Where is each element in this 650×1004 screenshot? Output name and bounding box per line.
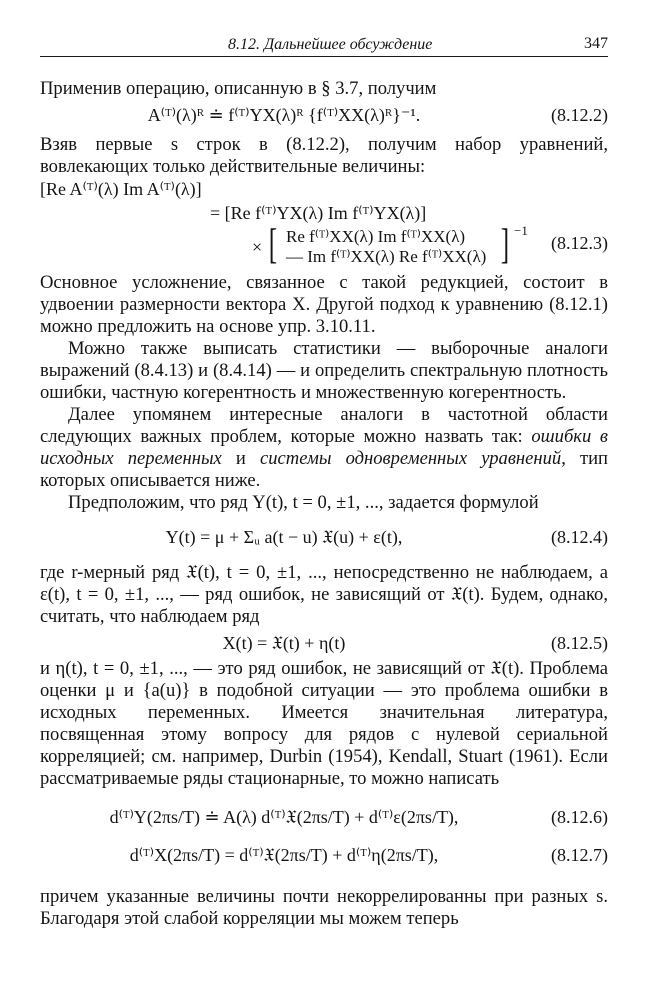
paragraph-5-text: Далее упомянем интересные аналоги в частотной области следующих важных проблем, которые можно назвать так: bbox=[40, 404, 608, 447]
term-simultaneous-equations: системы одновременных уравнений bbox=[259, 448, 562, 469]
matrix-block bbox=[252, 222, 542, 268]
equation-expression: d⁽ᵀ⁾Y(2πs/T) ≐ A(λ) d⁽ᵀ⁾𝔛(2πs/T) + d⁽ᵀ⁾ε(2πs/T), bbox=[109, 807, 459, 827]
right-bracket: ] bbox=[500, 222, 510, 268]
equation-number: (8.12.6) bbox=[551, 807, 608, 827]
equation-number: (8.12.3) bbox=[551, 233, 608, 253]
paragraph-2: Взяв первые s строк в (8.12.2), получим набор уравнений, вовлекающих только действительные величины: bbox=[40, 134, 608, 177]
running-header bbox=[40, 26, 608, 57]
equation-number: (8.12.2) bbox=[551, 105, 608, 125]
paragraph-3: Основное усложнение, связанное с такой редукцией, состоит в удвоении размерности вектора X. Другой подход к уравнению (8.12.1) можно предложить на основе упр. 3.10.11. bbox=[40, 272, 608, 337]
left-bracket: [ bbox=[268, 222, 278, 268]
paragraph-5-tail: , тип которых описывается ниже. bbox=[40, 448, 609, 491]
paragraph-4: Можно также выписать статистики — выборочные аналоги выражений (8.4.13) и (8.4.14) — и определить спектральную плотность ошибки, частную когерентность и множественную когерентность. bbox=[40, 338, 608, 403]
equation-line-2: = [Re f⁽ᵀ⁾YX(λ) Im f⁽ᵀ⁾YX(λ)] bbox=[210, 203, 427, 223]
paragraph-8: и η(t), t = 0, ±1, ..., — это ряд ошибок, не зависящий от 𝔛(t). Проблема оценки μ и {a(u)} в подобной ситуации — это проблема ошибки в исходных переменных. Имеется значительная литература, посвященная этому вопросу для рядов с нулевой сериальной корреляцией; см. например, Durbin (1954), Kendall, Stuart (1961). Если рассматриваемые ряды стационарные, то можно написать bbox=[40, 658, 608, 789]
term-errors-in-variables: ошибки в исходных переменных bbox=[40, 426, 608, 469]
equation-8-12-4 bbox=[40, 514, 608, 562]
paragraph-5-and: и bbox=[221, 448, 260, 469]
equation-8-12-6 bbox=[40, 796, 608, 836]
matrix-row-1: Re f⁽ᵀ⁾XX(λ) Im f⁽ᵀ⁾XX(λ) bbox=[286, 227, 466, 246]
chapter-title: 8.12. Дальнейшее обсуждение bbox=[228, 36, 433, 53]
equation-expression: d⁽ᵀ⁾X(2πs/T) = d⁽ᵀ⁾𝔛(2πs/T) + d⁽ᵀ⁾η(2πs/T), bbox=[129, 845, 439, 865]
inverse-exponent: −1 bbox=[514, 223, 528, 238]
equation-8-12-2 bbox=[40, 100, 608, 130]
equation-expression: X(t) = 𝔛(t) + η(t) bbox=[222, 633, 346, 653]
paragraph-7: где r-мерный ряд 𝔛(t), t = 0, ±1, ..., непосредственно не наблюдаем, а ε(t), t = 0, ±1, ..., — ряд ошибок, не зависящий от 𝔛(t). Будем, однако, считать, что наблюдаем ряд bbox=[40, 562, 608, 627]
paragraph-9: причем указанные величины почти некоррелированны при разных s. Благодаря этой слабой корреляции мы можем теперь bbox=[40, 886, 608, 929]
equation-8-12-7 bbox=[40, 836, 608, 876]
paragraph-6: Предположим, что ряд Y(t), t = 0, ±1, ..., задается формулой bbox=[68, 492, 539, 513]
paragraph-1: Применив операцию, описанную в § 3.7, получим bbox=[40, 78, 437, 99]
equation-8-12-3 bbox=[40, 178, 608, 268]
equation-number: (8.12.5) bbox=[551, 633, 608, 653]
times-sign: × bbox=[252, 237, 263, 257]
page-number: 347 bbox=[584, 35, 608, 52]
equation-number: (8.12.7) bbox=[551, 845, 608, 865]
page-body bbox=[40, 78, 608, 930]
equation-8-12-5 bbox=[40, 628, 608, 658]
equation-number: (8.12.4) bbox=[551, 527, 608, 547]
paragraph-5 bbox=[40, 404, 608, 492]
equation-expression: Y(t) = μ + Σᵤ a(t − u) 𝔛(u) + ε(t), bbox=[165, 527, 403, 547]
equation-line-1: [Re A⁽ᵀ⁾(λ) Im A⁽ᵀ⁾(λ)] bbox=[40, 179, 202, 199]
matrix-row-2: — Im f⁽ᵀ⁾XX(λ) Re f⁽ᵀ⁾XX(λ) bbox=[286, 247, 487, 266]
equation-expression: A⁽ᵀ⁾(λ)ᴿ ≐ f⁽ᵀ⁾YX(λ)ᴿ {f⁽ᵀ⁾XX(λ)ᴿ}⁻¹. bbox=[147, 105, 421, 125]
